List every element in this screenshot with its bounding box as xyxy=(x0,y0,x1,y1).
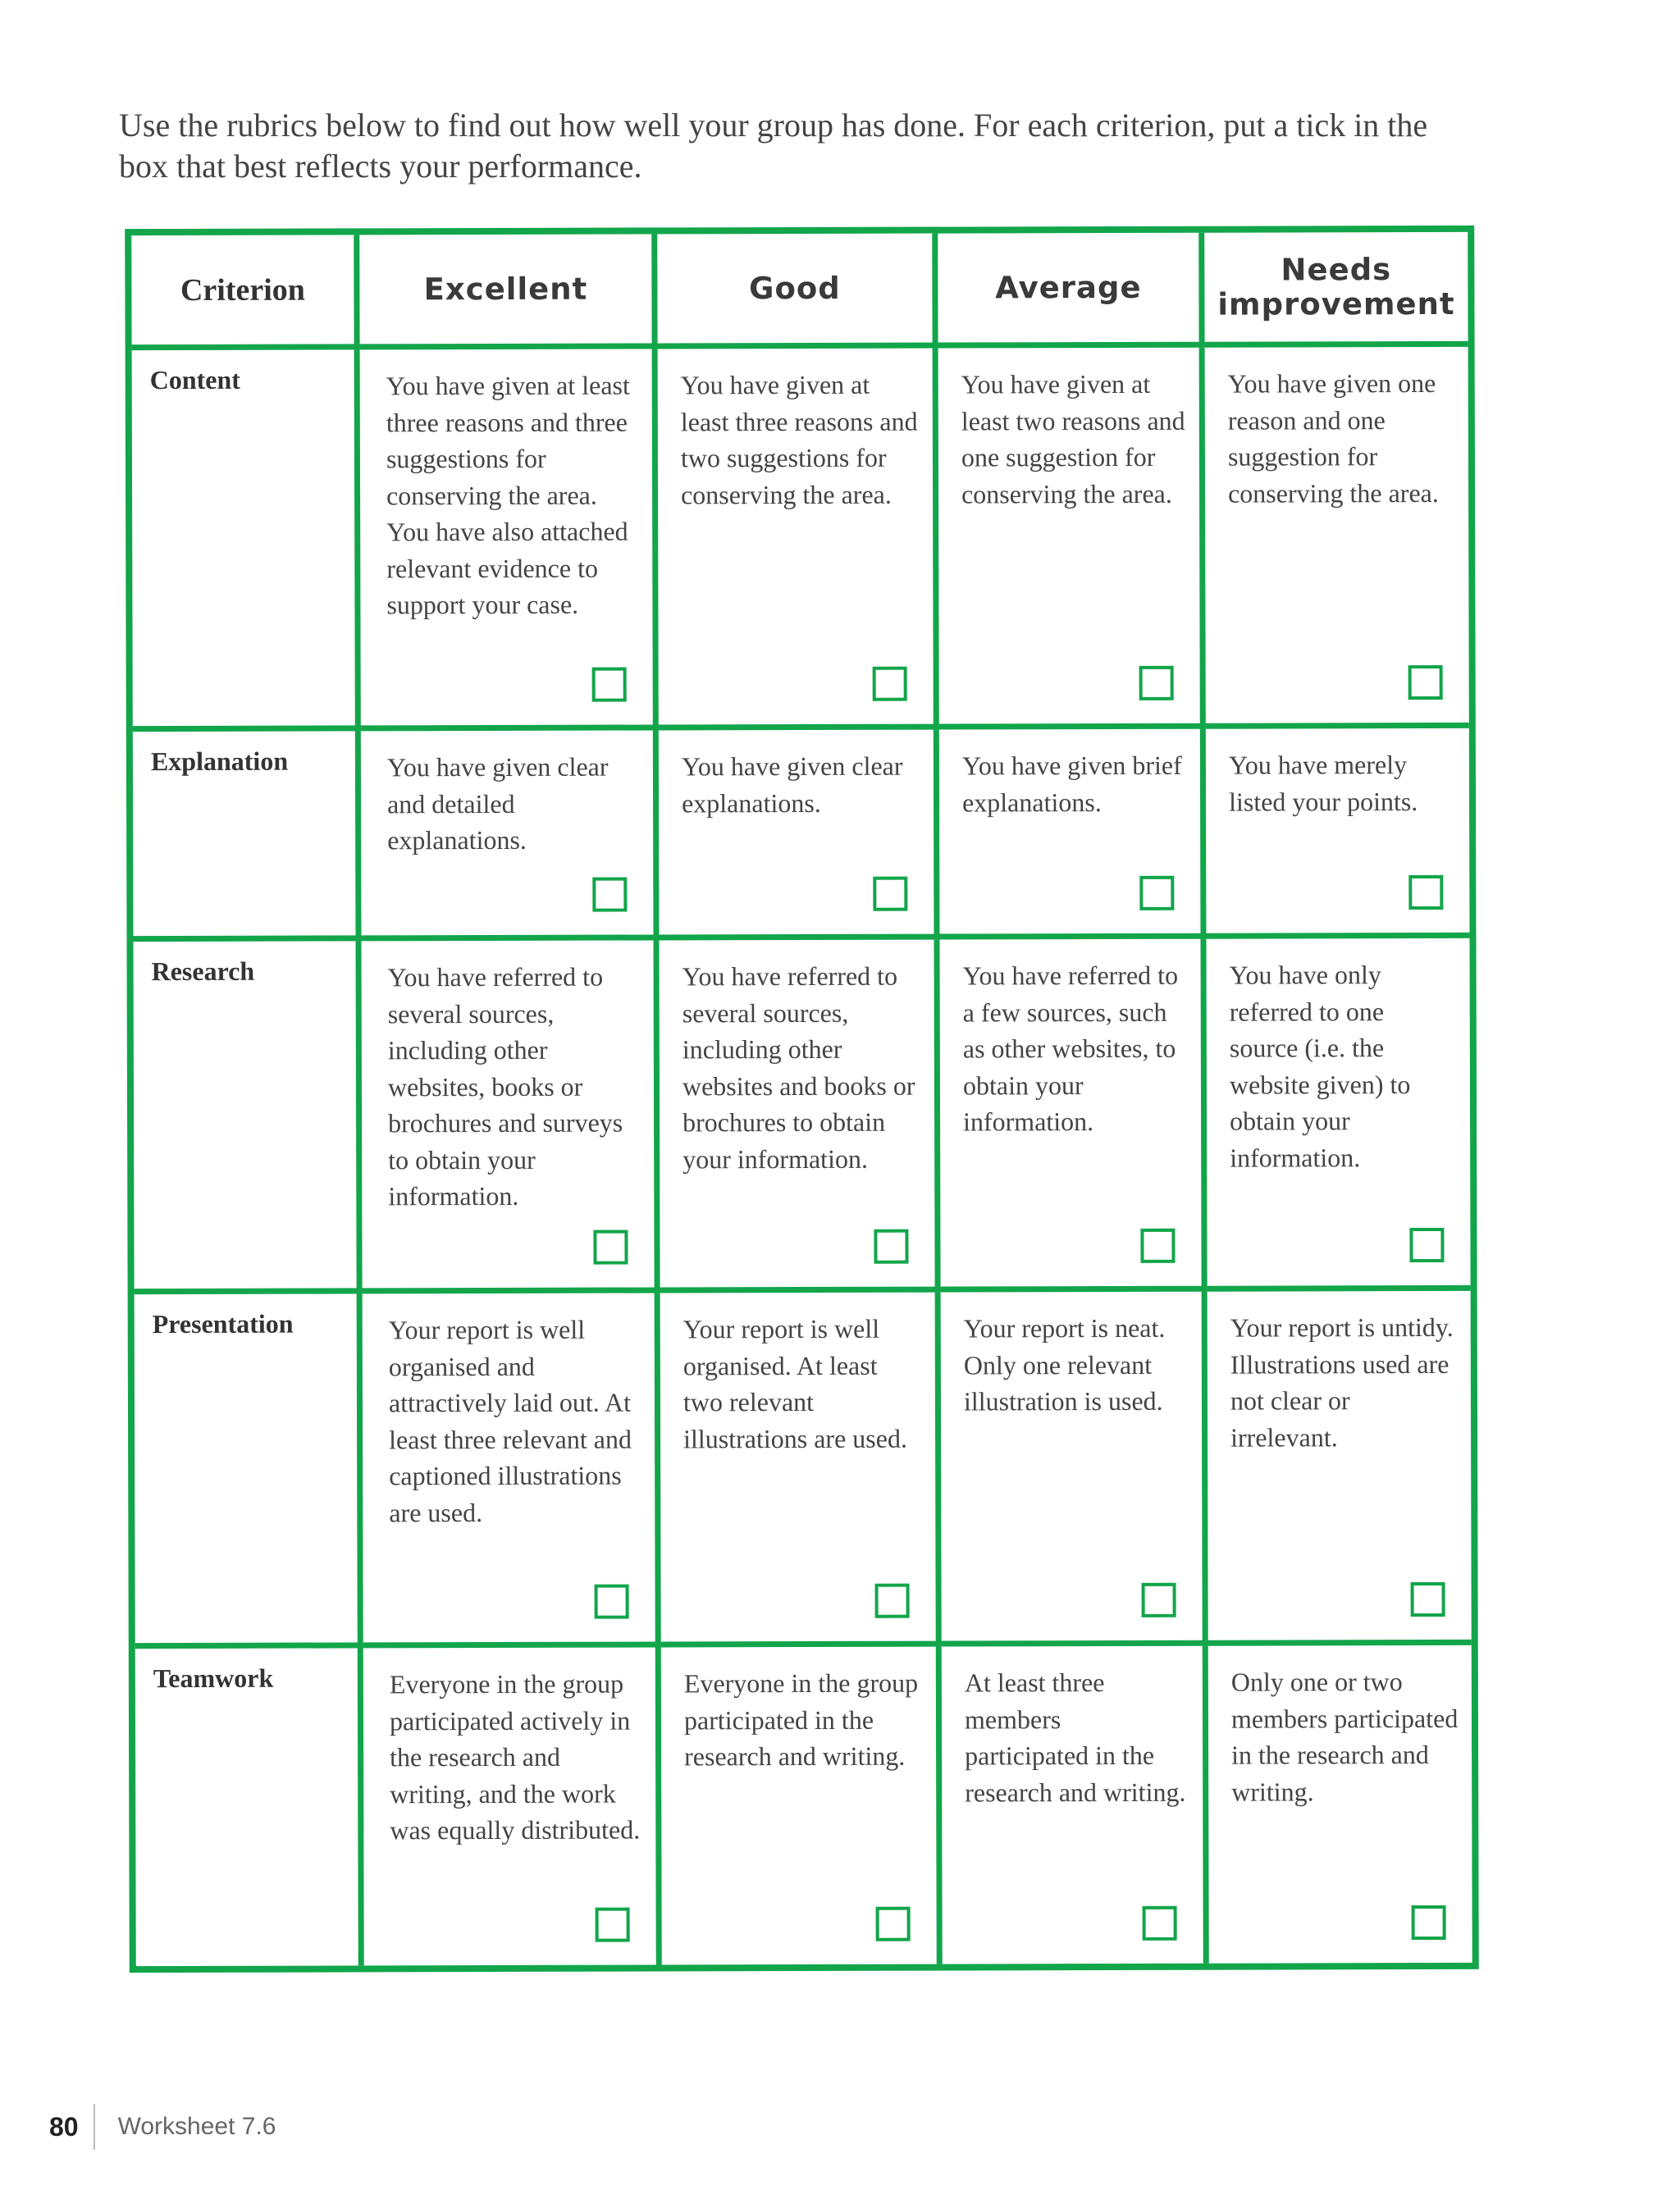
header-needs-improvement: Needs improvement xyxy=(1204,232,1468,348)
criterion-cell-presentation xyxy=(135,1293,363,1649)
rubric-cell xyxy=(939,939,1207,1293)
header-average: Average xyxy=(938,233,1204,349)
criterion-cell-explanation xyxy=(133,731,362,942)
rubric-cell xyxy=(941,1292,1208,1647)
header-good: Good xyxy=(657,234,938,349)
tick-box-checkbox[interactable] xyxy=(1140,1229,1175,1263)
descriptor-text: You have merely listed your points. xyxy=(1228,750,1418,817)
rubric-cell xyxy=(1206,728,1470,939)
tick-box-checkbox[interactable] xyxy=(1139,666,1174,700)
tick-box-checkbox[interactable] xyxy=(874,1230,908,1264)
tick-box-checkbox[interactable] xyxy=(876,1907,911,1941)
page-number: 80 xyxy=(49,2111,79,2142)
tick-box-checkbox[interactable] xyxy=(595,1585,629,1619)
rubric-cell xyxy=(938,348,1206,730)
rubric-cell xyxy=(1206,938,1470,1292)
criterion-label: Explanation xyxy=(150,746,289,777)
rubric-cell xyxy=(658,349,939,731)
descriptor-text: Only one or two members participated in the research and writing. xyxy=(1230,1667,1459,1807)
descriptor-text: You have given one reason and one suggestion for conserving the area. xyxy=(1227,367,1439,509)
worksheet-label: Worksheet 7.6 xyxy=(117,2113,276,2140)
descriptor-text: You have referred to a few sources, such as other websites, to obtain your information. xyxy=(962,960,1179,1137)
descriptor-text: Your report is well organised and attractively laid out. At least three relevant and captioned illustrations are used. xyxy=(388,1314,632,1527)
descriptor-text: You have given clear explanations. xyxy=(681,750,903,818)
tick-box-checkbox[interactable] xyxy=(1412,1905,1446,1940)
descriptor-text: You have only referred to one source (i.e. the website given) to obtain your information. xyxy=(1229,960,1411,1173)
instructions-text: Use the rubrics below to find out how well your group has done. For each criterion, put a tick in the box that best reflects your performance. xyxy=(119,107,1428,185)
tick-box-checkbox[interactable] xyxy=(1409,1228,1444,1262)
descriptor-text: Everyone in the group participated in the research and writing. xyxy=(683,1667,919,1772)
criterion-label: Research xyxy=(151,956,255,987)
criterion-cell-teamwork xyxy=(135,1648,364,1966)
tick-box-checkbox[interactable] xyxy=(593,1230,628,1265)
descriptor-text: Your report is neat. Only one relevant illustration is used. xyxy=(963,1312,1166,1417)
descriptor-text: You have referred to several sources, including other websites and books or brochures to obtain your information. xyxy=(682,960,915,1174)
descriptor-text: You have given at least three reasons and two suggestions for conserving the area. xyxy=(680,369,918,509)
tick-box-checkbox[interactable] xyxy=(873,877,907,911)
tick-box-checkbox[interactable] xyxy=(875,1584,910,1618)
rubric-cell xyxy=(661,1647,943,1965)
tick-box-checkbox[interactable] xyxy=(1143,1906,1177,1941)
tick-box-checkbox[interactable] xyxy=(873,667,907,701)
rubric-cell xyxy=(1205,347,1469,729)
rubric-table xyxy=(125,226,1479,1973)
descriptor-text: Your report is well organised. At least two relevant illustrations are used. xyxy=(682,1313,907,1453)
tick-box-checkbox[interactable] xyxy=(596,1908,630,1942)
rubric-cell xyxy=(1208,1291,1472,1646)
tick-box-checkbox[interactable] xyxy=(1411,1582,1445,1617)
criterion-label: Presentation xyxy=(152,1308,294,1339)
rubric-cell xyxy=(659,730,940,941)
criterion-label: Teamwork xyxy=(153,1663,274,1694)
descriptor-text: You have referred to several sources, including other websites, books or brochures and surveys to obtain your information. xyxy=(387,961,623,1211)
tick-box-checkbox[interactable] xyxy=(1408,875,1443,910)
rubric-cell xyxy=(361,730,660,941)
page-footer xyxy=(49,2104,276,2150)
rubric-cell xyxy=(363,1293,661,1648)
tick-box-checkbox[interactable] xyxy=(592,668,627,702)
descriptor-text: Everyone in the group participated actively in the research and writing, and the work was equally distributed. xyxy=(389,1668,641,1845)
descriptor-text: You have given at least two reasons and one suggestion for conserving the area. xyxy=(961,368,1185,509)
criterion-label: Content xyxy=(149,364,240,395)
rubric-cell xyxy=(360,349,659,731)
descriptor-text: Your report is untidy. Illustrations used are not clear or irrelevant. xyxy=(1230,1312,1454,1453)
header-criterion: Criterion xyxy=(131,235,359,350)
criterion-cell-content xyxy=(132,349,361,732)
header-excellent: Excellent xyxy=(359,234,657,349)
tick-box-checkbox[interactable] xyxy=(1139,876,1174,910)
descriptor-text: At least three members participated in the research and writing. xyxy=(964,1667,1186,1807)
rubric-cell xyxy=(660,1293,942,1648)
criterion-cell-research xyxy=(133,941,362,1294)
descriptor-text: You have given clear and detailed explanations. xyxy=(386,751,609,855)
rubric-cell xyxy=(659,940,940,1293)
rubric-cell xyxy=(363,1647,662,1965)
descriptor-text: You have given brief explanations. xyxy=(961,750,1182,817)
tick-box-checkbox[interactable] xyxy=(1142,1583,1176,1617)
rubric-cell xyxy=(361,940,660,1293)
tick-box-checkbox[interactable] xyxy=(1408,665,1443,700)
rubric-cell xyxy=(942,1646,1209,1964)
rubric-cell xyxy=(939,729,1207,940)
descriptor-text: You have given at least three reasons and three suggestions for conserving the area. You have also attached relevant evidence to support your case. xyxy=(386,370,630,620)
footer-divider xyxy=(94,2104,95,2150)
rubric-cell xyxy=(1208,1645,1472,1964)
tick-box-checkbox[interactable] xyxy=(592,878,627,912)
